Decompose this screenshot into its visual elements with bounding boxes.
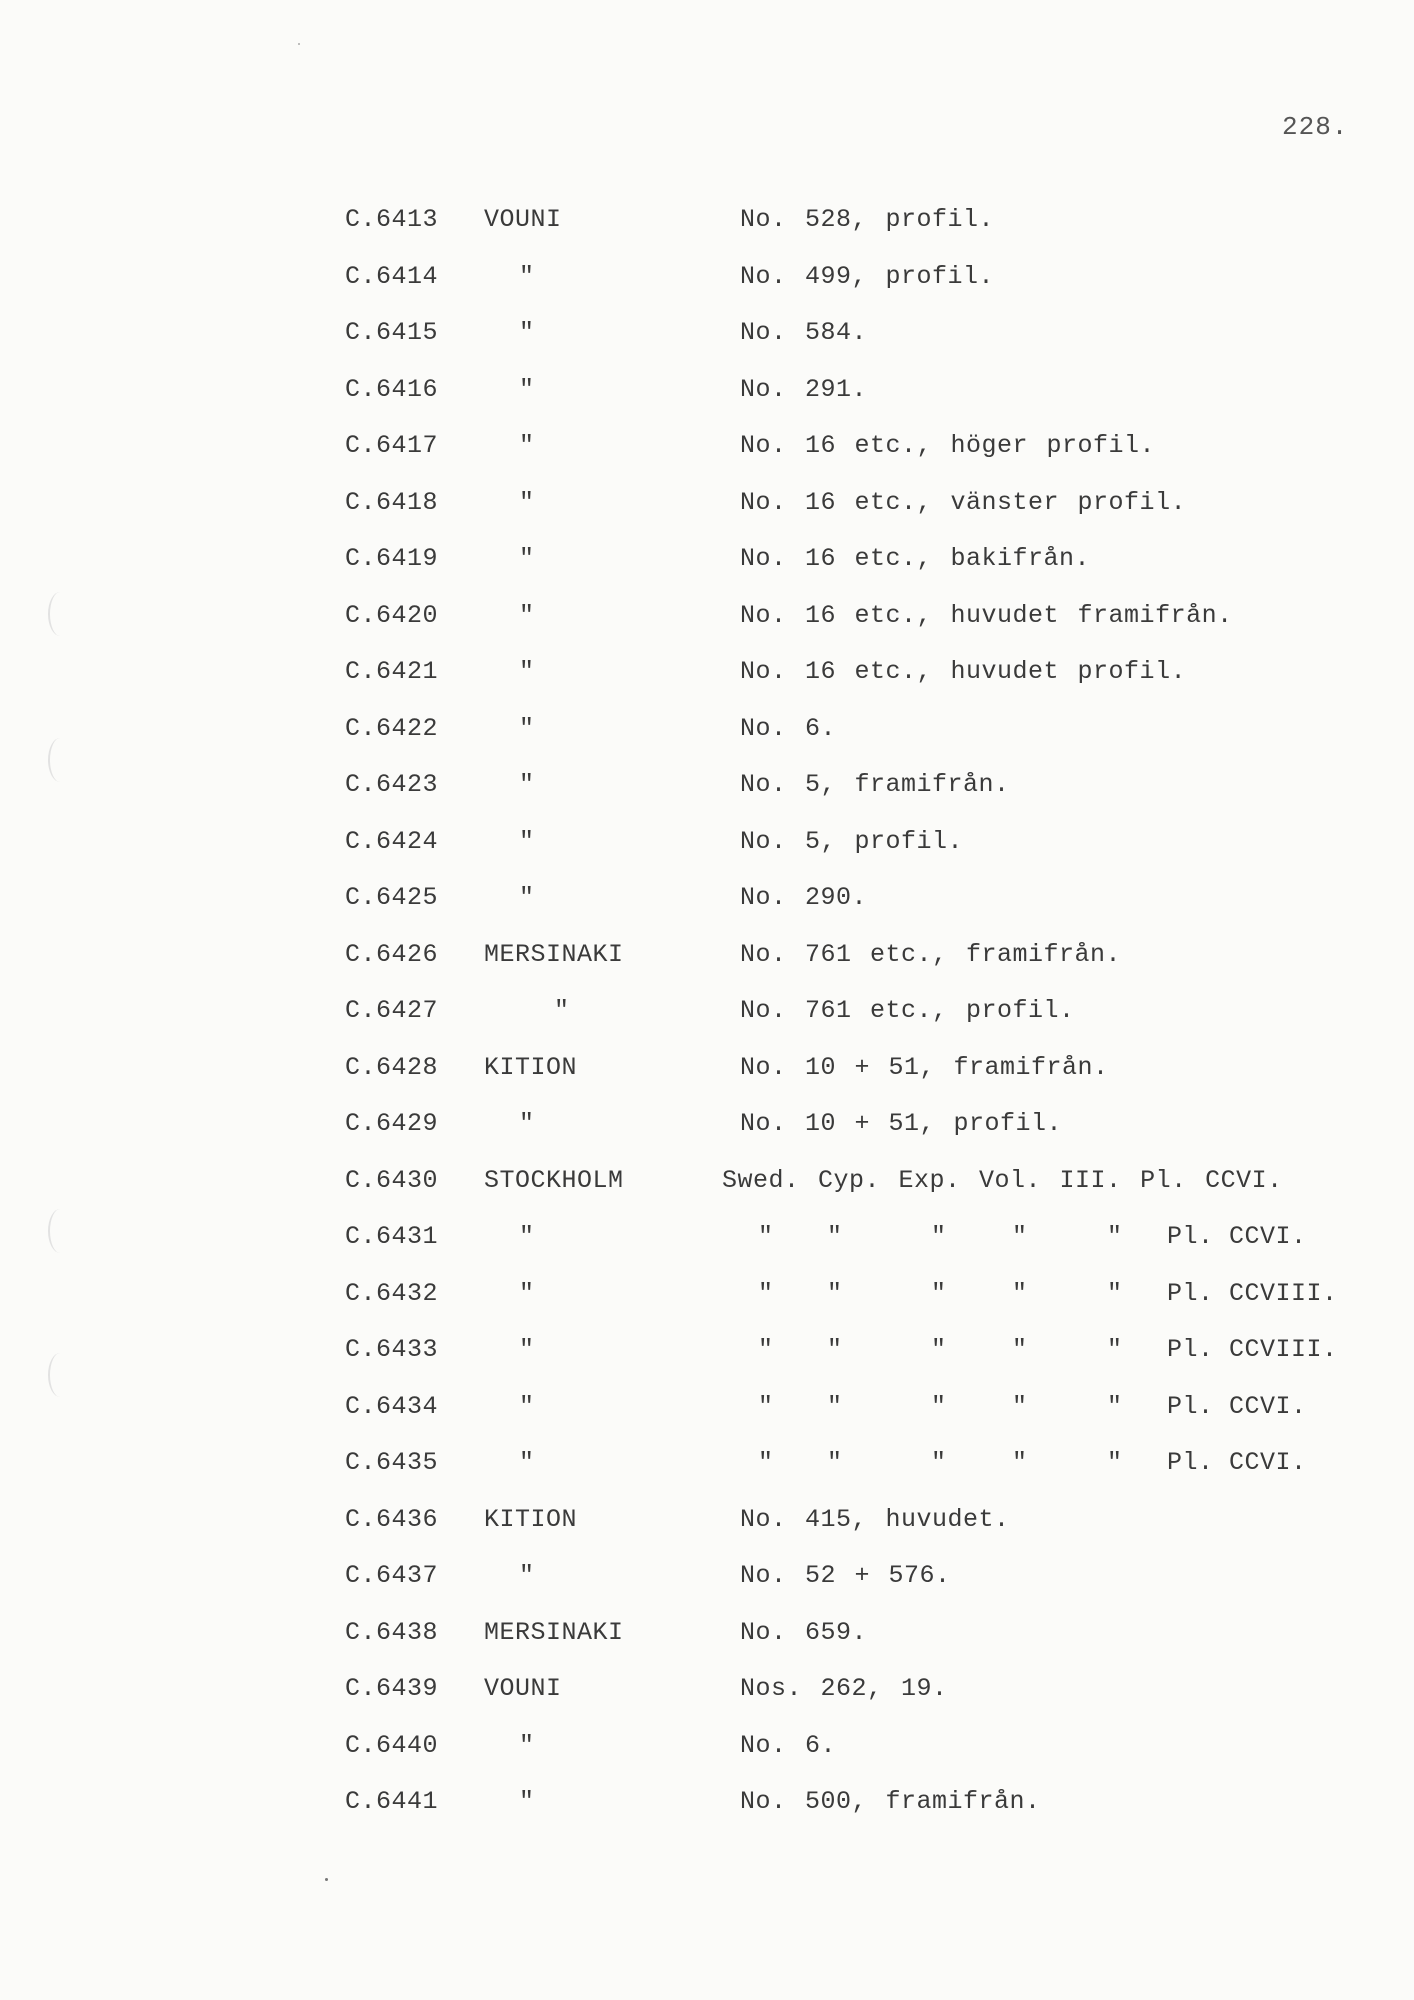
ditto-mark: " (519, 1222, 535, 1251)
list-item (0, 1104, 1414, 1144)
ditto-mark: " (1012, 1391, 1028, 1421)
ditto-mark: " (758, 1222, 774, 1251)
catalogue-number: C.6422 (345, 713, 439, 743)
ditto-mark: " (931, 1222, 947, 1251)
catalogue-number: C.6419 (345, 544, 439, 573)
description: No. 761 etc., profil. (740, 996, 1075, 1025)
ditto-mark: " (519, 883, 535, 912)
site-name: KITION (484, 1052, 578, 1082)
catalogue-number: C.6441 (345, 1787, 439, 1816)
description: No. 499, profil. (740, 261, 995, 291)
list-item (0, 257, 1414, 297)
catalogue-number: C.6414 (345, 261, 439, 291)
ditto-mark: " (931, 1335, 947, 1364)
site-name: MERSINAKI (484, 939, 624, 969)
ditto-mark: " (1107, 1391, 1123, 1421)
list-item (0, 1048, 1414, 1088)
ditto-mark: " (1107, 1448, 1123, 1477)
catalogue-number: C.6433 (345, 1335, 439, 1364)
ditto-mark: " (758, 1278, 774, 1308)
list-item (0, 483, 1414, 523)
description: No. 5, profil. (740, 826, 964, 856)
description: Nos. 262, 19. (740, 1674, 948, 1703)
site-name: KITION (484, 1504, 578, 1534)
site-name: VOUNI (484, 1674, 562, 1703)
list-item (0, 1443, 1414, 1483)
list-item (0, 1613, 1414, 1653)
page-number: 228. (1282, 112, 1349, 142)
catalogue-number: C.6435 (345, 1448, 439, 1477)
ditto-mark: " (1012, 1448, 1028, 1477)
ditto-mark: " (1107, 1222, 1123, 1251)
ditto-mark: " (519, 1448, 535, 1477)
ditto-mark: " (519, 261, 535, 291)
list-item (0, 1556, 1414, 1596)
ditto-mark: " (519, 600, 535, 630)
catalogue-number: C.6423 (345, 770, 439, 799)
ditto-mark: " (519, 770, 535, 799)
list-item (0, 370, 1414, 410)
ditto-mark: " (758, 1335, 774, 1364)
catalogue-number: C.6438 (345, 1617, 439, 1647)
list-item (0, 1274, 1414, 1314)
ditto-mark: " (519, 1278, 535, 1308)
ditto-mark: " (931, 1391, 947, 1421)
ditto-mark: " (519, 1335, 535, 1364)
description: No. 528, profil. (740, 205, 995, 234)
list-item (0, 1161, 1414, 1201)
description: No. 16 etc., bakifrån. (740, 544, 1091, 573)
plate-reference: Pl. CCVI. (1167, 1391, 1307, 1421)
list-item (0, 878, 1414, 918)
description: No. 6. (740, 713, 837, 743)
description: No. 500, framifrån. (740, 1787, 1041, 1816)
list-item (0, 200, 1414, 240)
ditto-mark: " (1107, 1335, 1123, 1364)
site-name: VOUNI (484, 205, 562, 234)
catalogue-number: C.6416 (345, 374, 439, 404)
catalogue-number: C.6421 (345, 657, 439, 686)
list-item (0, 1669, 1414, 1709)
list-item (0, 935, 1414, 975)
plate-reference: Pl. CCVIII. (1167, 1335, 1338, 1364)
catalogue-number: C.6420 (345, 600, 439, 630)
site-name: MERSINAKI (484, 1617, 624, 1647)
description: No. 415, huvudet. (740, 1504, 1010, 1534)
ditto-mark: " (1012, 1278, 1028, 1308)
list-item (0, 426, 1414, 466)
catalogue-number: C.6415 (345, 318, 439, 347)
plate-reference: Pl. CCVIII. (1167, 1278, 1338, 1308)
ditto-mark: " (519, 1730, 535, 1760)
description: Swed. Cyp. Exp. Vol. III. Pl. CCVI. (722, 1165, 1283, 1195)
description: No. 16 etc., vänster profil. (740, 487, 1187, 517)
description: No. 5, framifrån. (740, 770, 1010, 799)
description: No. 10 + 51, framifrån. (740, 1052, 1109, 1082)
description: No. 10 + 51, profil. (740, 1109, 1063, 1138)
ditto-mark: " (519, 431, 535, 460)
list-item (0, 1726, 1414, 1766)
list-item (0, 313, 1414, 353)
ditto-mark: " (931, 1278, 947, 1308)
list-item (0, 765, 1414, 805)
ditto-mark: " (827, 1278, 843, 1308)
ink-speck (325, 1878, 328, 1881)
catalogue-number: C.6431 (345, 1222, 439, 1251)
catalogue-number: C.6432 (345, 1278, 439, 1308)
list-item (0, 1500, 1414, 1540)
description: No. 52 + 576. (740, 1561, 951, 1590)
ditto-mark: " (758, 1448, 774, 1477)
catalogue-number: C.6417 (345, 431, 439, 460)
catalogue-number: C.6434 (345, 1391, 439, 1421)
list-item (0, 1387, 1414, 1427)
ditto-mark: " (519, 544, 535, 573)
ditto-mark: " (1012, 1335, 1028, 1364)
catalogue-number: C.6428 (345, 1052, 439, 1082)
ditto-mark: " (519, 487, 535, 517)
ditto-mark: " (519, 374, 535, 404)
description: No. 291. (740, 374, 868, 404)
list-item (0, 1217, 1414, 1257)
list-item (0, 596, 1414, 636)
ditto-mark: " (519, 1561, 535, 1590)
description: No. 16 etc., huvudet profil. (740, 657, 1187, 686)
ditto-mark: " (758, 1391, 774, 1421)
list-item (0, 822, 1414, 862)
list-item (0, 539, 1414, 579)
description: No. 584. (740, 318, 868, 347)
description: No. 290. (740, 883, 868, 912)
catalogue-number: C.6424 (345, 826, 439, 856)
site-name: STOCKHOLM (484, 1165, 624, 1195)
ditto-mark: " (827, 1391, 843, 1421)
description: No. 6. (740, 1730, 837, 1760)
ditto-mark: " (1012, 1222, 1028, 1251)
description: No. 16 etc., huvudet framifrån. (740, 600, 1233, 630)
description: No. 659. (740, 1617, 868, 1647)
catalogue-number: C.6430 (345, 1165, 439, 1195)
catalogue-number: C.6413 (345, 205, 439, 234)
ditto-mark: " (519, 1787, 535, 1816)
plate-reference: Pl. CCVI. (1167, 1448, 1307, 1477)
catalogue-number: C.6426 (345, 939, 439, 969)
catalogue-number: C.6429 (345, 1109, 439, 1138)
ink-speck (298, 43, 300, 45)
catalogue-number: C.6437 (345, 1561, 439, 1590)
ditto-mark: " (519, 713, 535, 743)
ditto-mark: " (519, 826, 535, 856)
ditto-mark: " (519, 657, 535, 686)
plate-reference: Pl. CCVI. (1167, 1222, 1307, 1251)
catalogue-number: C.6440 (345, 1730, 439, 1760)
catalogue-number: C.6436 (345, 1504, 439, 1534)
list-item (0, 1782, 1414, 1822)
catalogue-number: C.6427 (345, 996, 439, 1025)
ditto-mark: " (1107, 1278, 1123, 1308)
list-item (0, 652, 1414, 692)
ditto-mark: " (519, 1391, 535, 1421)
list-item (0, 1330, 1414, 1370)
ditto-mark: " (931, 1448, 947, 1477)
catalogue-number: C.6439 (345, 1674, 439, 1703)
catalogue-number: C.6425 (345, 883, 439, 912)
description: No. 16 etc., höger profil. (740, 431, 1156, 460)
catalogue-number: C.6418 (345, 487, 439, 517)
list-item (0, 709, 1414, 749)
ditto-mark: " (519, 1109, 535, 1138)
description: No. 761 etc., framifrån. (740, 939, 1122, 969)
list-item (0, 991, 1414, 1031)
ditto-mark: " (519, 318, 535, 347)
ditto-mark: " (554, 996, 570, 1025)
ditto-mark: " (827, 1222, 843, 1251)
ditto-mark: " (827, 1448, 843, 1477)
ditto-mark: " (827, 1335, 843, 1364)
